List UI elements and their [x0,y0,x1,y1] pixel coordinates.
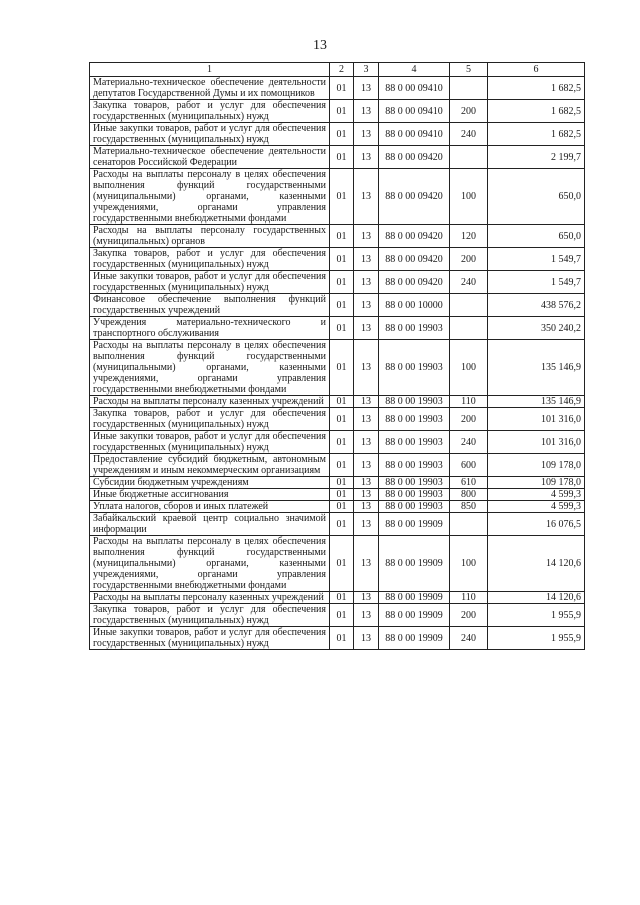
row-section-code: 01 [330,271,354,294]
row-amount: 350 240,2 [488,317,585,340]
row-target-article-code: 88 0 00 19903 [379,501,450,513]
row-expense-type-code: 110 [450,592,488,604]
row-section-code: 01 [330,454,354,477]
row-target-article-code: 88 0 00 09410 [379,100,450,123]
row-target-article-code: 88 0 00 19903 [379,396,450,408]
row-description: Закупка товаров, работ и услуг для обеспечения государственных (муниципальных) нужд [90,100,330,123]
row-expense-type-code: 600 [450,454,488,477]
row-subsection-code: 13 [354,146,379,169]
row-target-article-code: 88 0 00 19903 [379,317,450,340]
row-description: Расходы на выплаты персоналу казенных учреждений [90,396,330,408]
row-amount: 1 682,5 [488,77,585,100]
row-amount: 1 549,7 [488,248,585,271]
row-target-article-code: 88 0 00 19909 [379,592,450,604]
header-col-4: 4 [379,63,450,77]
row-section-code: 01 [330,146,354,169]
table-row [90,513,585,536]
row-expense-type-code: 800 [450,489,488,501]
row-target-article-code: 88 0 00 09420 [379,225,450,248]
row-amount: 1 955,9 [488,604,585,627]
table-row [90,477,585,489]
row-expense-type-code: 240 [450,123,488,146]
row-expense-type-code: 100 [450,169,488,225]
row-section-code: 01 [330,513,354,536]
table-row [90,123,585,146]
header-row [90,63,585,77]
row-description: Иные закупки товаров, работ и услуг для обеспечения государственных (муниципальных) нужд [90,431,330,454]
row-expense-type-code: 850 [450,501,488,513]
row-subsection-code: 13 [354,592,379,604]
row-target-article-code: 88 0 00 09420 [379,169,450,225]
row-target-article-code: 88 0 00 19909 [379,513,450,536]
row-target-article-code: 88 0 00 09420 [379,146,450,169]
row-target-article-code: 88 0 00 19903 [379,408,450,431]
row-section-code: 01 [330,501,354,513]
row-expense-type-code: 100 [450,340,488,396]
row-target-article-code: 88 0 00 10000 [379,294,450,317]
table-row [90,271,585,294]
page-number: 13 [313,38,327,53]
header-col-6: 6 [488,63,585,77]
table-row [90,408,585,431]
row-amount: 101 316,0 [488,408,585,431]
row-expense-type-code [450,146,488,169]
row-description: Закупка товаров, работ и услуг для обеспечения государственных (муниципальных) нужд [90,604,330,627]
header-col-5: 5 [450,63,488,77]
row-subsection-code: 13 [354,123,379,146]
row-subsection-code: 13 [354,225,379,248]
row-section-code: 01 [330,536,354,592]
row-subsection-code: 13 [354,100,379,123]
row-subsection-code: 13 [354,477,379,489]
row-target-article-code: 88 0 00 09410 [379,123,450,146]
row-description: Субсидии бюджетным учреждениям [90,477,330,489]
table-row [90,169,585,225]
row-target-article-code: 88 0 00 19903 [379,454,450,477]
row-section-code: 01 [330,477,354,489]
header-col-2: 2 [330,63,354,77]
table-row [90,317,585,340]
row-target-article-code: 88 0 00 19903 [379,477,450,489]
row-expense-type-code: 240 [450,431,488,454]
row-subsection-code: 13 [354,271,379,294]
row-amount: 438 576,2 [488,294,585,317]
header-col-1: 1 [90,63,330,77]
row-section-code: 01 [330,408,354,431]
row-description: Закупка товаров, работ и услуг для обеспечения государственных (муниципальных) нужд [90,248,330,271]
row-subsection-code: 13 [354,340,379,396]
row-amount: 650,0 [488,169,585,225]
table-row [90,225,585,248]
row-section-code: 01 [330,396,354,408]
row-amount: 1 682,5 [488,100,585,123]
row-description: Учреждения материально-технического и транспортного обслуживания [90,317,330,340]
row-expense-type-code: 200 [450,100,488,123]
row-subsection-code: 13 [354,513,379,536]
row-section-code: 01 [330,592,354,604]
row-amount: 135 146,9 [488,340,585,396]
table-row [90,77,585,100]
row-section-code: 01 [330,77,354,100]
row-section-code: 01 [330,627,354,650]
row-expense-type-code: 200 [450,408,488,431]
row-amount: 1 955,9 [488,627,585,650]
table-row [90,454,585,477]
row-description: Расходы на выплаты персоналу государственных (муниципальных) органов [90,225,330,248]
row-description: Расходы на выплаты персоналу казенных учреждений [90,592,330,604]
table-body [90,77,585,650]
table-row [90,431,585,454]
row-subsection-code: 13 [354,77,379,100]
row-target-article-code: 88 0 00 19909 [379,627,450,650]
row-amount: 1 549,7 [488,271,585,294]
row-subsection-code: 13 [354,604,379,627]
row-subsection-code: 13 [354,248,379,271]
row-expense-type-code: 610 [450,477,488,489]
row-target-article-code: 88 0 00 19903 [379,340,450,396]
row-expense-type-code [450,77,488,100]
row-section-code: 01 [330,340,354,396]
row-section-code: 01 [330,489,354,501]
row-target-article-code: 88 0 00 09410 [379,77,450,100]
row-description: Финансовое обеспечение выполнения функций государственных учреждений [90,294,330,317]
row-subsection-code: 13 [354,294,379,317]
table-row [90,396,585,408]
row-subsection-code: 13 [354,408,379,431]
row-amount: 4 599,3 [488,489,585,501]
row-expense-type-code: 240 [450,271,488,294]
row-amount: 650,0 [488,225,585,248]
row-expense-type-code: 100 [450,536,488,592]
row-expense-type-code [450,317,488,340]
row-amount: 14 120,6 [488,592,585,604]
row-amount: 2 199,7 [488,146,585,169]
table-row [90,592,585,604]
row-description: Закупка товаров, работ и услуг для обеспечения государственных (муниципальных) нужд [90,408,330,431]
table-row [90,501,585,513]
row-expense-type-code [450,294,488,317]
row-amount: 135 146,9 [488,396,585,408]
table-row [90,146,585,169]
row-description: Материально-техническое обеспечение деятельности сенаторов Российской Федерации [90,146,330,169]
row-expense-type-code: 120 [450,225,488,248]
row-subsection-code: 13 [354,627,379,650]
row-expense-type-code: 200 [450,604,488,627]
row-target-article-code: 88 0 00 09420 [379,271,450,294]
row-description: Иные закупки товаров, работ и услуг для обеспечения государственных (муниципальных) нужд [90,627,330,650]
row-description: Иные закупки товаров, работ и услуг для обеспечения государственных (муниципальных) нужд [90,123,330,146]
row-section-code: 01 [330,317,354,340]
row-section-code: 01 [330,225,354,248]
row-description: Забайкальский краевой центр социально значимой информации [90,513,330,536]
row-subsection-code: 13 [354,317,379,340]
row-target-article-code: 88 0 00 09420 [379,248,450,271]
row-expense-type-code: 110 [450,396,488,408]
row-section-code: 01 [330,604,354,627]
table-row [90,100,585,123]
row-target-article-code: 88 0 00 19909 [379,604,450,627]
row-section-code: 01 [330,169,354,225]
row-subsection-code: 13 [354,396,379,408]
table-row [90,489,585,501]
row-description: Материально-техническое обеспечение деятельности депутатов Государственной Думы и их помощников [90,77,330,100]
row-amount: 14 120,6 [488,536,585,592]
row-subsection-code: 13 [354,431,379,454]
row-description: Расходы на выплаты персоналу в целях обеспечения выполнения функций государственными (муниципальными) органами, казенными учреждениями, органами управления государственными внебюджетными фондами [90,536,330,592]
row-description: Расходы на выплаты персоналу в целях обеспечения выполнения функций государственными (муниципальными) органами, казенными учреждениями, органами управления государственными внебюджетными фондами [90,340,330,396]
row-amount: 109 178,0 [488,477,585,489]
row-amount: 4 599,3 [488,501,585,513]
header-col-3: 3 [354,63,379,77]
row-subsection-code: 13 [354,501,379,513]
row-amount: 1 682,5 [488,123,585,146]
row-description: Иные закупки товаров, работ и услуг для обеспечения государственных (муниципальных) нужд [90,271,330,294]
row-subsection-code: 13 [354,454,379,477]
row-amount: 101 316,0 [488,431,585,454]
row-subsection-code: 13 [354,489,379,501]
table-row [90,604,585,627]
row-expense-type-code: 200 [450,248,488,271]
table-row [90,248,585,271]
row-section-code: 01 [330,100,354,123]
row-description: Иные бюджетные ассигнования [90,489,330,501]
table-row [90,536,585,592]
row-section-code: 01 [330,123,354,146]
row-amount: 16 076,5 [488,513,585,536]
row-section-code: 01 [330,294,354,317]
row-target-article-code: 88 0 00 19909 [379,536,450,592]
row-target-article-code: 88 0 00 19903 [379,489,450,501]
row-description: Уплата налогов, сборов и иных платежей [90,501,330,513]
row-target-article-code: 88 0 00 19903 [379,431,450,454]
row-expense-type-code: 240 [450,627,488,650]
row-amount: 109 178,0 [488,454,585,477]
row-section-code: 01 [330,248,354,271]
table-row [90,340,585,396]
row-description: Расходы на выплаты персоналу в целях обеспечения выполнения функций государственными (муниципальными) органами, казенными учреждениями, органами управления государственными внебюджетными фондами [90,169,330,225]
row-description: Предоставление субсидий бюджетным, автономным учреждениям и иным некоммерческим организациям [90,454,330,477]
row-section-code: 01 [330,431,354,454]
table-row [90,294,585,317]
budget-table [89,62,585,650]
row-expense-type-code [450,513,488,536]
table-row [90,627,585,650]
row-subsection-code: 13 [354,536,379,592]
row-subsection-code: 13 [354,169,379,225]
